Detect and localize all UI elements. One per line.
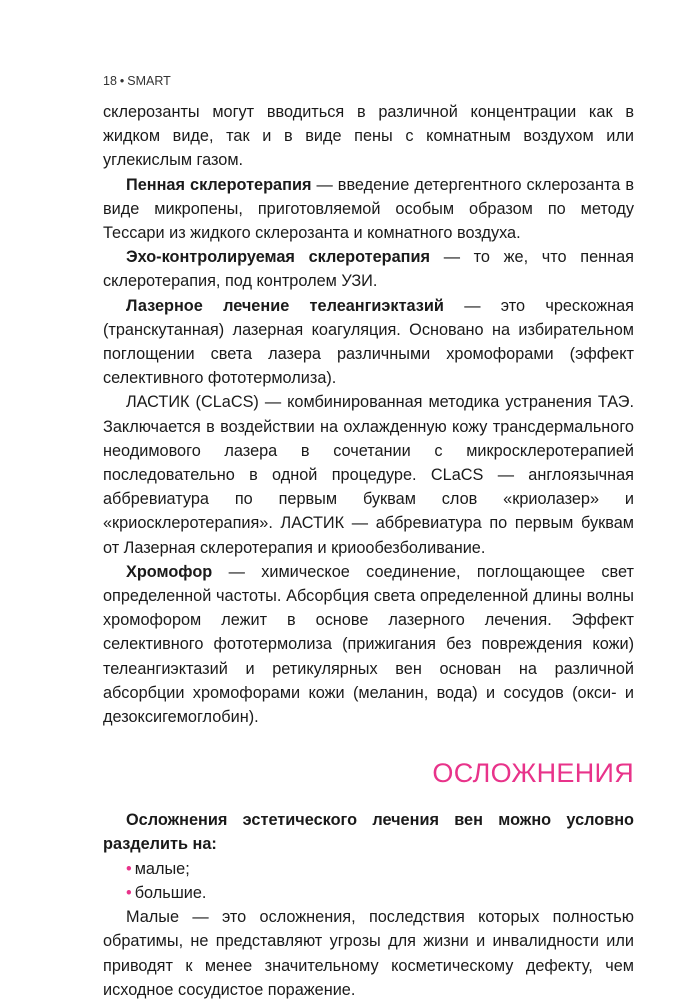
definition-paragraph <box>103 173 634 246</box>
minor-complications-paragraph: Малые — это осложнения, последствия которых полностью обратимы, не представляют угрозы для жизни и инвалидности или приводят к менее значительному косметическому дефекту, чем исходное сосудистое поражение. <box>103 908 634 999</box>
definition-text: — то же, что пенная склеротерапия, под контролем УЗИ. <box>103 248 634 291</box>
header-separator: • <box>119 74 125 88</box>
definition-paragraph <box>103 294 634 391</box>
section-heading: ОСЛОЖНЕНИЯ <box>432 758 634 789</box>
definition-text: — введение детергентного склерозанта в виде микропены, приготовляемой особым образом по методу Тессари из жидкого склерозанта и комнатного воздуха. <box>103 175 634 243</box>
list-item-text: большие. <box>134 883 207 902</box>
definition-term: Лазерное лечение телеангиэктазий <box>126 296 444 315</box>
running-header <box>103 72 171 90</box>
complications-lead <box>103 808 634 856</box>
list-item-text: малые; <box>134 859 190 878</box>
list-item <box>103 857 634 881</box>
page-number: 18 <box>103 74 117 88</box>
chromophore-text: — химическое соединение, поглощающее свет определенной частоты. Абсорбция света определенной длины волны хромофором лежит в основе лазерного лечения. Эффект селективного фототермолиза (прижигания без повреждения кожи) телеангиэктазий и ретикулярных вен основан на различной абсорбции хромофорами кожи (меланин, вода) и сосудов (окси- и дезоксигемоглобин). <box>103 562 634 727</box>
lasticus-paragraph: ЛАСТИК (CLaCS) — комбинированная методика устранения ТАЭ. Заключается в воздействии на охлажденную кожу трансдермального неодимового лазера в сочетании с микросклеротерапией последовательно в одной процедуре. CLaCS — англоязычная аббревиатура по первым буквам слов «криолазер» и «криосклеротерапия». ЛАСТИК — аббревиатура по первым буквам от Лазерная склеротерапия и криообезболивание. <box>103 393 634 557</box>
page-body <box>103 100 634 1002</box>
definition-text: — это чрескожная (транскутанная) лазерная коагуляция. Основано на избирательном поглощении света лазера различными хромофорами (эффект селективного фототермолиза). <box>103 296 634 388</box>
chromophore-paragraph <box>103 560 634 729</box>
complications-lead-text: Осложнения эстетического лечения вен можно условно разделить на: <box>103 811 634 854</box>
bullet-icon: • <box>126 883 132 902</box>
intro-paragraph: склерозанты могут вводиться в различной концентрации как в жидком виде, так и в виде пены с комнатным воздухом или углекислым газом. <box>103 103 634 170</box>
list-item <box>103 881 634 905</box>
header-brand: SMART <box>127 74 171 88</box>
definition-paragraph <box>103 245 634 293</box>
chromophore-term: Хромофор <box>126 562 213 581</box>
bullet-icon: • <box>126 859 132 878</box>
definition-term: Эхо-контролируемая склеротерапия <box>126 248 431 267</box>
definition-term: Пенная склеротерапия <box>126 175 312 194</box>
